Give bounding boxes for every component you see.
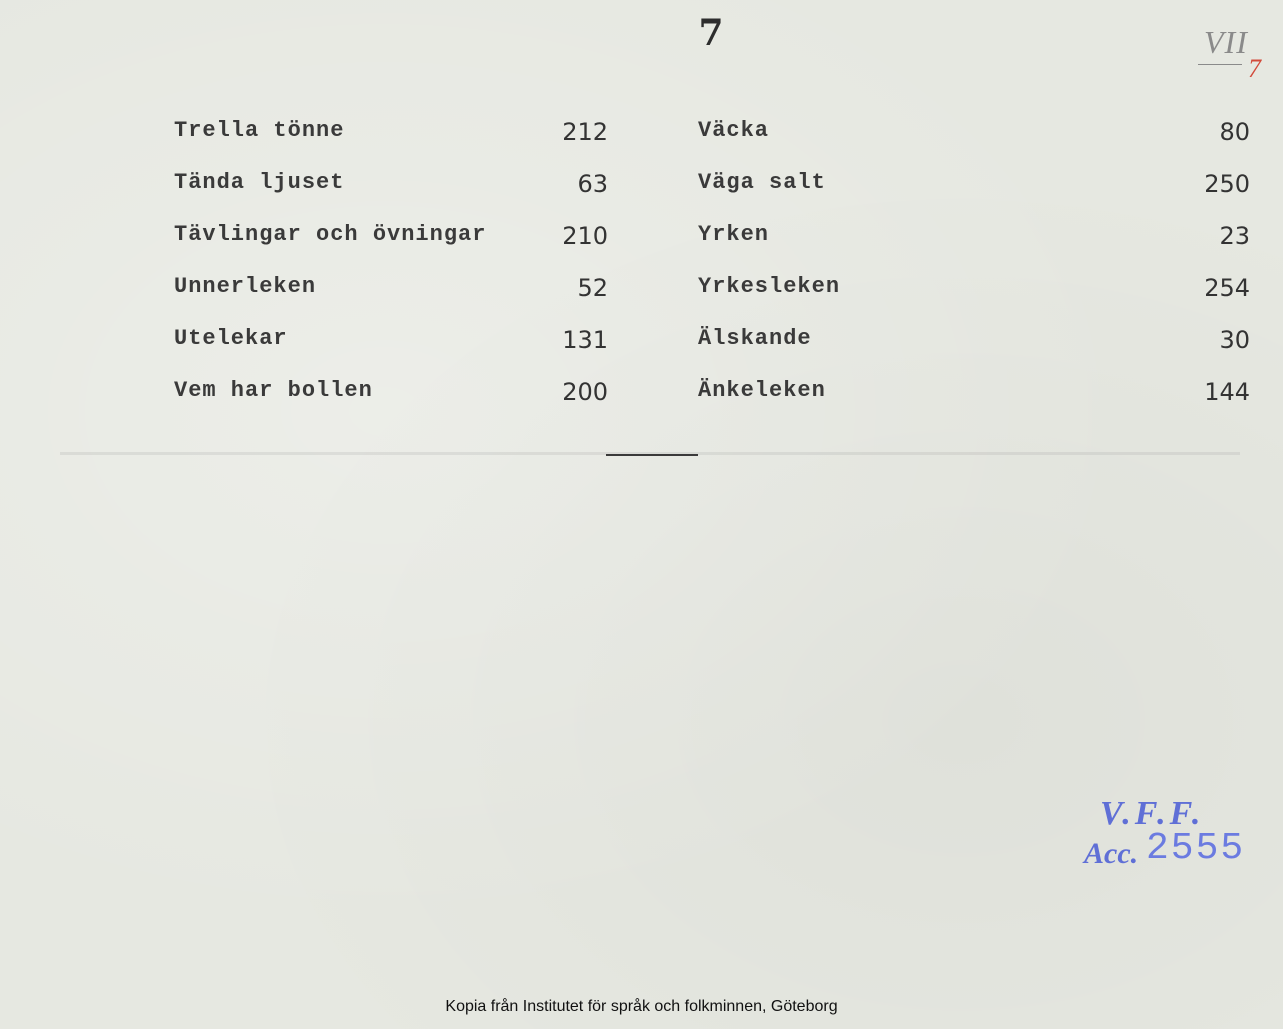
- archive-mark: [1198, 24, 1248, 68]
- index-row: [174, 112, 608, 164]
- index-entry-name: Tävlingar och övningar: [174, 222, 487, 247]
- index-entry-number: 131: [562, 326, 608, 354]
- index-entry-name: Yrkesleken: [698, 274, 841, 299]
- index-row: [698, 216, 1250, 268]
- index-row: [174, 320, 608, 372]
- index-entry-number: 212: [562, 118, 608, 146]
- index-row: [174, 216, 608, 268]
- index-row: [698, 268, 1250, 320]
- page-number: 7: [698, 12, 724, 54]
- stamp-accession-number: 2555: [1146, 827, 1246, 870]
- index-entry-name: Yrken: [698, 222, 770, 247]
- index-row: [698, 164, 1250, 216]
- index-row: [698, 372, 1250, 424]
- index-entry-name: Unnerleken: [174, 274, 317, 299]
- index-entry-name: Trella tönne: [174, 118, 345, 143]
- index-entry-number: 30: [1219, 326, 1250, 354]
- end-separator-rule: [606, 454, 698, 456]
- page-mark-red: 7: [1248, 54, 1261, 83]
- archive-stamp: [1080, 795, 1265, 890]
- index-column-right: [698, 112, 1250, 424]
- index-row: [174, 268, 608, 320]
- index-entry-name: Utelekar: [174, 326, 288, 351]
- archive-mark-underline: [1198, 64, 1242, 65]
- copy-footer: Kopia från Institutet för språk och folkminnen, Göteborg: [445, 998, 838, 1015]
- index-entry-name: Vem har bollen: [174, 378, 373, 403]
- index-entry-name: Väga salt: [698, 170, 826, 195]
- stamp-acc-label: Acc.: [1084, 837, 1139, 870]
- index-column-left: [174, 112, 608, 424]
- index-entry-name: Tända ljuset: [174, 170, 345, 195]
- index-entry-number: 250: [1204, 170, 1250, 198]
- index-row: [174, 164, 608, 216]
- index-entry-name: Väcka: [698, 118, 770, 143]
- index-row: [698, 112, 1250, 164]
- index-entry-number: 52: [577, 274, 608, 302]
- archive-mark-text: VII: [1204, 24, 1248, 60]
- index-row: [174, 372, 608, 424]
- index-entry-number: 200: [562, 378, 608, 406]
- index-entry-name: Änkeleken: [698, 378, 826, 403]
- index-entry-number: 210: [562, 222, 608, 250]
- index-entry-number: 23: [1219, 222, 1250, 250]
- index-entry-number: 80: [1219, 118, 1250, 146]
- stamp-archive-name: V.F.F.: [1100, 795, 1205, 832]
- index-entry-number: 254: [1204, 274, 1250, 302]
- index-row: [698, 320, 1250, 372]
- index-entry-number: 144: [1204, 378, 1250, 406]
- index-entry-number: 63: [577, 170, 608, 198]
- index-entry-name: Älskande: [698, 326, 812, 351]
